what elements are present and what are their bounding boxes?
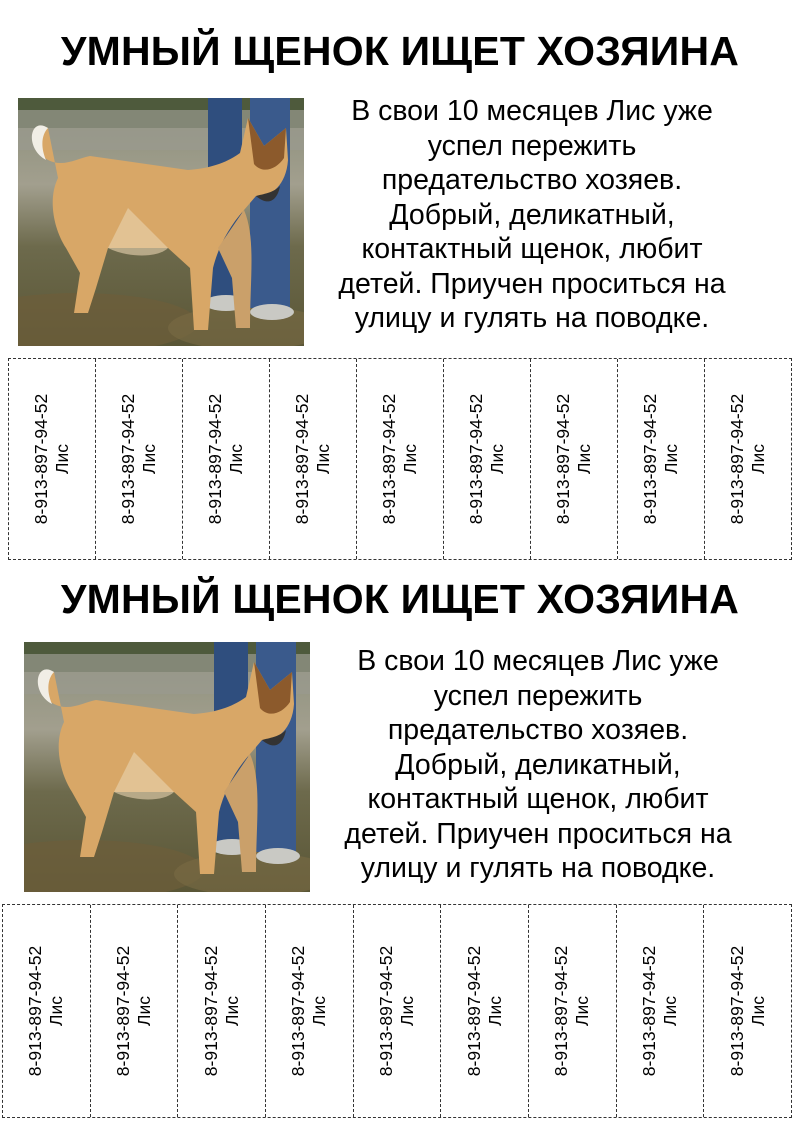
- tab-name: Лис: [226, 444, 246, 475]
- tab-name: Лис: [747, 996, 768, 1027]
- tear-off-tab[interactable]: [441, 905, 529, 1117]
- flyer-headline: УМНЫЙ ЩЕНОК ИЩЕТ ХОЗЯИНА: [60, 576, 740, 622]
- description-line: В свои 10 месяцев Лис уже: [351, 95, 713, 127]
- description-line: Добрый, деликатный,: [389, 198, 675, 231]
- tear-off-tab[interactable]: [618, 359, 705, 559]
- flyer-description: [312, 94, 752, 336]
- flyer-description: [318, 644, 758, 886]
- description-line: контактный щенок, любит: [367, 783, 709, 815]
- tab-name: Лис: [574, 444, 594, 475]
- description-line: детей. Приучен проситься на: [338, 267, 726, 300]
- tear-off-tab[interactable]: [444, 359, 531, 559]
- description-line: успел пережить: [433, 679, 643, 712]
- flyer-headline: УМНЫЙ ЩЕНОК ИЩЕТ ХОЗЯИНА: [60, 28, 740, 74]
- dog-photo-icon: [24, 642, 310, 892]
- dog-photo-icon: [18, 98, 304, 346]
- tab-name: Лис: [309, 996, 330, 1027]
- tab-phone: 8-913-897-94-52: [288, 945, 309, 1077]
- description-line: успел пережить: [427, 129, 637, 162]
- tear-off-tabs: [8, 358, 792, 560]
- tear-off-tab[interactable]: [178, 905, 266, 1117]
- tear-off-tab[interactable]: [3, 905, 91, 1117]
- tear-off-tab[interactable]: [183, 359, 270, 559]
- tab-phone: 8-913-897-94-52: [379, 393, 399, 525]
- tear-off-tab[interactable]: [531, 359, 618, 559]
- tab-phone: 8-913-897-94-52: [639, 945, 660, 1077]
- tear-off-tab[interactable]: [617, 905, 705, 1117]
- tab-phone: 8-913-897-94-52: [376, 945, 397, 1077]
- tab-phone: 8-913-897-94-52: [118, 393, 138, 525]
- tab-phone: 8-913-897-94-52: [463, 945, 484, 1077]
- tab-name: Лис: [313, 444, 333, 475]
- tear-off-tab[interactable]: [266, 905, 354, 1117]
- tab-phone: 8-913-897-94-52: [25, 945, 46, 1077]
- description-line: Добрый, деликатный,: [395, 748, 681, 781]
- tear-off-tab[interactable]: [357, 359, 444, 559]
- tear-off-tab[interactable]: [9, 359, 96, 559]
- tab-phone: 8-913-897-94-52: [113, 945, 133, 1077]
- tab-name: Лис: [400, 444, 420, 475]
- tab-name: Лис: [134, 996, 154, 1027]
- description-line: детей. Приучен проситься на: [344, 817, 732, 850]
- description-line: предательство хозяев.: [387, 714, 689, 746]
- tear-off-tab[interactable]: [270, 359, 357, 559]
- tab-name: Лис: [572, 996, 593, 1027]
- tab-name: Лис: [484, 996, 505, 1027]
- tear-off-tab[interactable]: [705, 359, 791, 559]
- description-line: В свои 10 месяцев Лис уже: [357, 645, 719, 677]
- tab-name: Лис: [487, 444, 507, 475]
- description-line: улицу и гулять на поводке.: [354, 302, 710, 334]
- tab-name: Лис: [46, 996, 67, 1027]
- description-line: улицу и гулять на поводке.: [360, 852, 716, 884]
- tab-phone: 8-913-897-94-52: [466, 393, 486, 525]
- tab-name: Лис: [397, 996, 418, 1027]
- tear-off-tab[interactable]: [704, 905, 791, 1117]
- tab-phone: 8-913-897-94-52: [551, 945, 572, 1077]
- tear-off-tab[interactable]: [529, 905, 617, 1117]
- tear-off-tab[interactable]: [96, 359, 183, 559]
- tab-name: Лис: [661, 444, 681, 475]
- tab-phone: 8-913-897-94-52: [727, 393, 747, 525]
- tab-name: Лис: [52, 444, 72, 475]
- tear-off-tabs: [2, 904, 792, 1118]
- tab-phone: 8-913-897-94-52: [726, 945, 747, 1077]
- tab-phone: 8-913-897-94-52: [640, 393, 660, 525]
- tear-off-tab[interactable]: [354, 905, 442, 1117]
- tab-phone: 8-913-897-94-52: [200, 945, 221, 1077]
- tab-phone: 8-913-897-94-52: [31, 393, 51, 525]
- tab-phone: 8-913-897-94-52: [292, 393, 312, 525]
- tab-name: Лис: [748, 444, 768, 475]
- description-line: предательство хозяев.: [381, 164, 683, 196]
- tab-phone: 8-913-897-94-52: [553, 393, 573, 525]
- tab-phone: 8-913-897-94-52: [205, 393, 225, 525]
- tear-off-tab[interactable]: [91, 905, 179, 1117]
- tab-name: Лис: [139, 444, 159, 475]
- description-line: контактный щенок, любит: [361, 233, 703, 265]
- tab-name: Лис: [221, 996, 242, 1027]
- tab-name: Лис: [660, 996, 681, 1027]
